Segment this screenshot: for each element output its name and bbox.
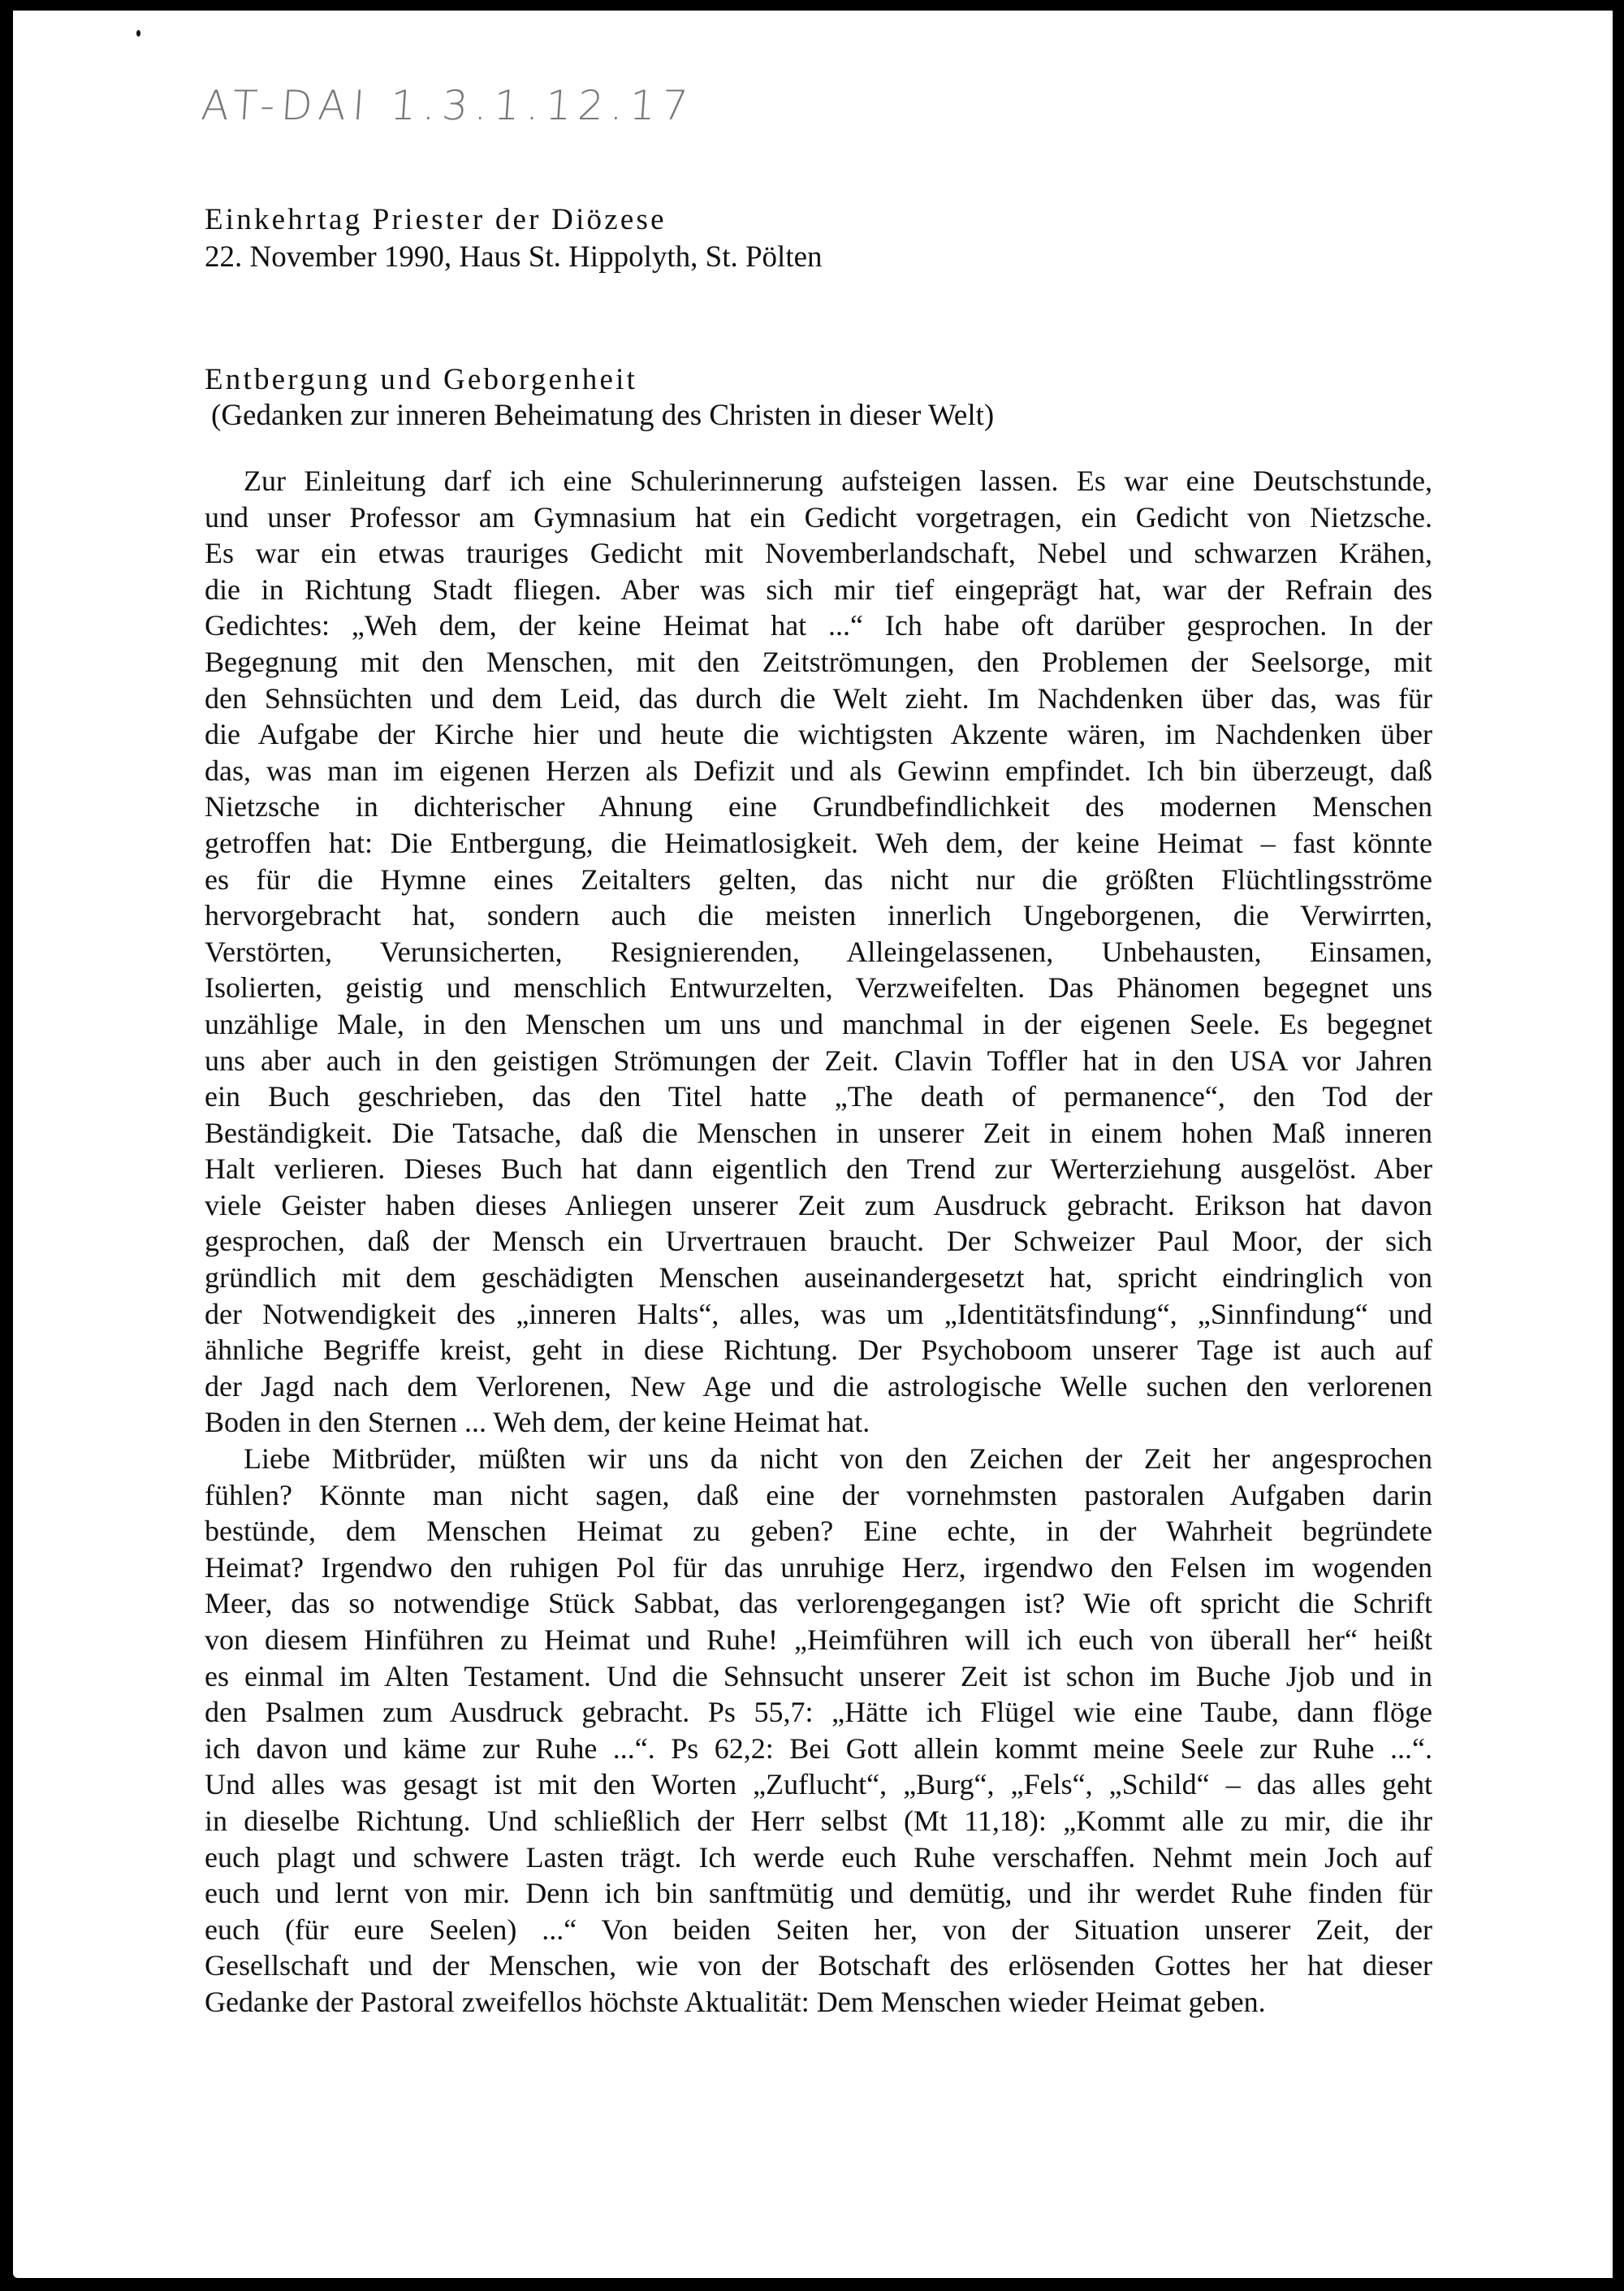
text-line: Beständigkeit. Die Tatsache, daß die Menschen in unserer Zeit in einem hohen Maß inneren — [205, 1116, 1432, 1149]
text-line: Nietzsche in dichterischer Ahnung eine Grundbefindlichkeit des modernen Menschen — [205, 790, 1432, 823]
text-line: Meer, das so notwendige Stück Sabbat, das verlorengegangen ist? Wie oft spricht die Schrift — [205, 1587, 1432, 1620]
text-line: Zur Einleitung darf ich eine Schulerinnerung aufsteigen lassen. Es war eine Deutschstunde, — [244, 465, 1432, 497]
event-title: Einkehrtag Priester der Diözese — [205, 203, 667, 236]
text-line: es für die Hymne eines Zeitalters gelten, das nicht nur die größten Flüchtlingsströme — [205, 862, 1432, 896]
text-line: viele Geister haben dieses Anliegen unserer Zeit zum Ausdruck gebracht. Erikson hat davon — [205, 1188, 1432, 1221]
text-line: Und alles was gesagt ist mit den Worten „Zuflucht“, „Burg“, „Fels“, „Schild“ – das alles geht — [205, 1768, 1432, 1801]
scan-speck — [136, 30, 140, 37]
text-line: uns aber auch in den geistigen Strömungen der Zeit. Clavin Toffler hat in den USA vor Jahren — [205, 1044, 1432, 1077]
text-line: Begegnung mit den Menschen, mit den Zeitströmungen, den Problemen der Seelsorge, mit — [205, 645, 1432, 678]
text-line: von diesem Hinführen zu Heimat und Ruhe! „Heimführen will ich euch von überall her“ heißt — [205, 1623, 1432, 1656]
text-line: Isolierten, geistig und menschlich Entwurzelten, Verzweifelten. Das Phänomen begegnet uns — [205, 971, 1432, 1005]
text-line: in dieselbe Richtung. Und schließlich der Herr selbst (Mt 11,18): „Kommt alle zu mir, die ihr — [205, 1804, 1432, 1837]
text-line: die in Richtung Stadt fliegen. Aber was sich mir tief eingeprägt hat, war der Refrain des — [205, 573, 1432, 606]
text-line: euch plagt und schwere Lasten trägt. Ich werde euch Ruhe verschaffen. Nehmt mein Joch auf — [205, 1840, 1432, 1874]
text-line: gesprochen, daß der Mensch ein Urvertrauen braucht. Der Schweizer Paul Moor, der sich — [205, 1225, 1432, 1258]
body-text — [205, 463, 1432, 2021]
text-line: Halt verlieren. Dieses Buch hat dann eigentlich den Trend zur Werterziehung ausgelöst. Aber — [205, 1152, 1432, 1186]
text-line: ich davon und käme zur Ruhe ...“. Ps 62,2: Bei Gott allein kommt meine Seele zur Ruhe ...“. — [205, 1731, 1432, 1765]
archive-signature: AT-DAI 1.3.1.12.17 — [199, 82, 697, 129]
text-line: Gedichtes: „Weh dem, der keine Heimat hat ...“ Ich habe oft darüber gesprochen. In der — [205, 609, 1432, 642]
text-line: bestünde, dem Menschen Heimat zu geben? Eine echte, in der Wahrheit begründete — [205, 1515, 1432, 1548]
text-line: die Aufgabe der Kirche hier und heute die wichtigsten Akzente wären, im Nachdenken über — [205, 718, 1432, 751]
document-title: Entbergung und Geborgenheit — [205, 363, 638, 396]
text-line: ähnliche Begriffe kreist, geht in diese Richtung. Der Psychoboom unserer Tage ist auch auf — [205, 1334, 1432, 1367]
text-line: hervorgebracht hat, sondern auch die meisten innerlich Ungeborgenen, die Verwirrten, — [205, 899, 1432, 932]
text-line: gründlich mit dem geschädigten Menschen auseinandergesetzt hat, spricht eindringlich von — [205, 1261, 1432, 1295]
text-line: das, was man im eigenen Herzen als Defizit und als Gewinn empfindet. Ich bin überzeugt, daß — [205, 754, 1432, 787]
paragraph-2 — [205, 1441, 1432, 2021]
date-place: 22. November 1990, Haus St. Hippolyth, St. Pölten — [205, 240, 823, 274]
text-line: unzählige Male, in den Menschen um uns und manchmal in der eigenen Seele. Es begegnet — [205, 1007, 1432, 1040]
text-line: fühlen? Könnte man nicht sagen, daß eine der vornehmsten pastoralen Aufgaben darin — [205, 1478, 1432, 1511]
text-line: Heimat? Irgendwo den ruhigen Pol für das unruhige Herz, irgendwo den Felsen im wogenden — [205, 1550, 1432, 1584]
text-line: Gesellschaft und der Menschen, wie von der Botschaft des erlösenden Gottes her hat dieser — [205, 1949, 1432, 1982]
text-line: getroffen hat: Die Entbergung, die Heimatlosigkeit. Weh dem, der keine Heimat – fast könnte — [205, 826, 1432, 859]
text-line: der Jagd nach dem Verlorenen, New Age und die astrologische Welle suchen den verlorenen — [205, 1369, 1432, 1403]
document-subtitle: (Gedanken zur inneren Beheimatung des Christen in dieser Welt) — [211, 399, 995, 432]
text-line: ein Buch geschrieben, das den Titel hatte „The death of permanence“, den Tod der — [205, 1080, 1432, 1113]
text-line: Verstörten, Verunsicherten, Resignierenden, Alleingelassenen, Unbehausten, Einsamen, — [205, 935, 1432, 968]
text-line: Gedanke der Pastoral zweifellos höchste Aktualität: Dem Menschen wieder Heimat geben. — [205, 1985, 1266, 2018]
text-line: euch und lernt von mir. Denn ich bin sanftmütig und demütig, und ihr werdet Ruhe finden für — [205, 1877, 1432, 1910]
text-line: den Psalmen zum Ausdruck gebracht. Ps 55,7: „Hätte ich Flügel wie eine Taube, dann flöge — [205, 1696, 1432, 1729]
text-line: Es war ein etwas trauriges Gedicht mit Novemberlandschaft, Nebel und schwarzen Krähen, — [205, 537, 1432, 570]
text-line: es einmal im Alten Testament. Und die Sehnsucht unserer Zeit ist schon im Buche Jjob und in — [205, 1659, 1432, 1692]
text-line: Liebe Mitbrüder, müßten wir uns da nicht von den Zeichen der Zeit her angesprochen — [244, 1442, 1432, 1476]
paragraph-1 — [205, 463, 1432, 1441]
text-line: der Notwendigkeit des „inneren Halts“, alles, was um „Identitätsfindung“, „Sinnfindung“ und — [205, 1297, 1432, 1330]
text-line: den Sehnsüchten und dem Leid, das durch die Welt zieht. Im Nachdenken über das, was für — [205, 681, 1432, 715]
document-page — [13, 11, 1613, 2278]
text-line: euch (für eure Seelen) ...“ Von beiden Seiten her, von der Situation unserer Zeit, der — [205, 1913, 1432, 1946]
text-line: Boden in den Sternen ... Weh dem, der keine Heimat hat. — [205, 1406, 870, 1439]
text-line: und unser Professor am Gymnasium hat ein Gedicht vorgetragen, ein Gedicht von Nietzsche. — [205, 500, 1432, 534]
